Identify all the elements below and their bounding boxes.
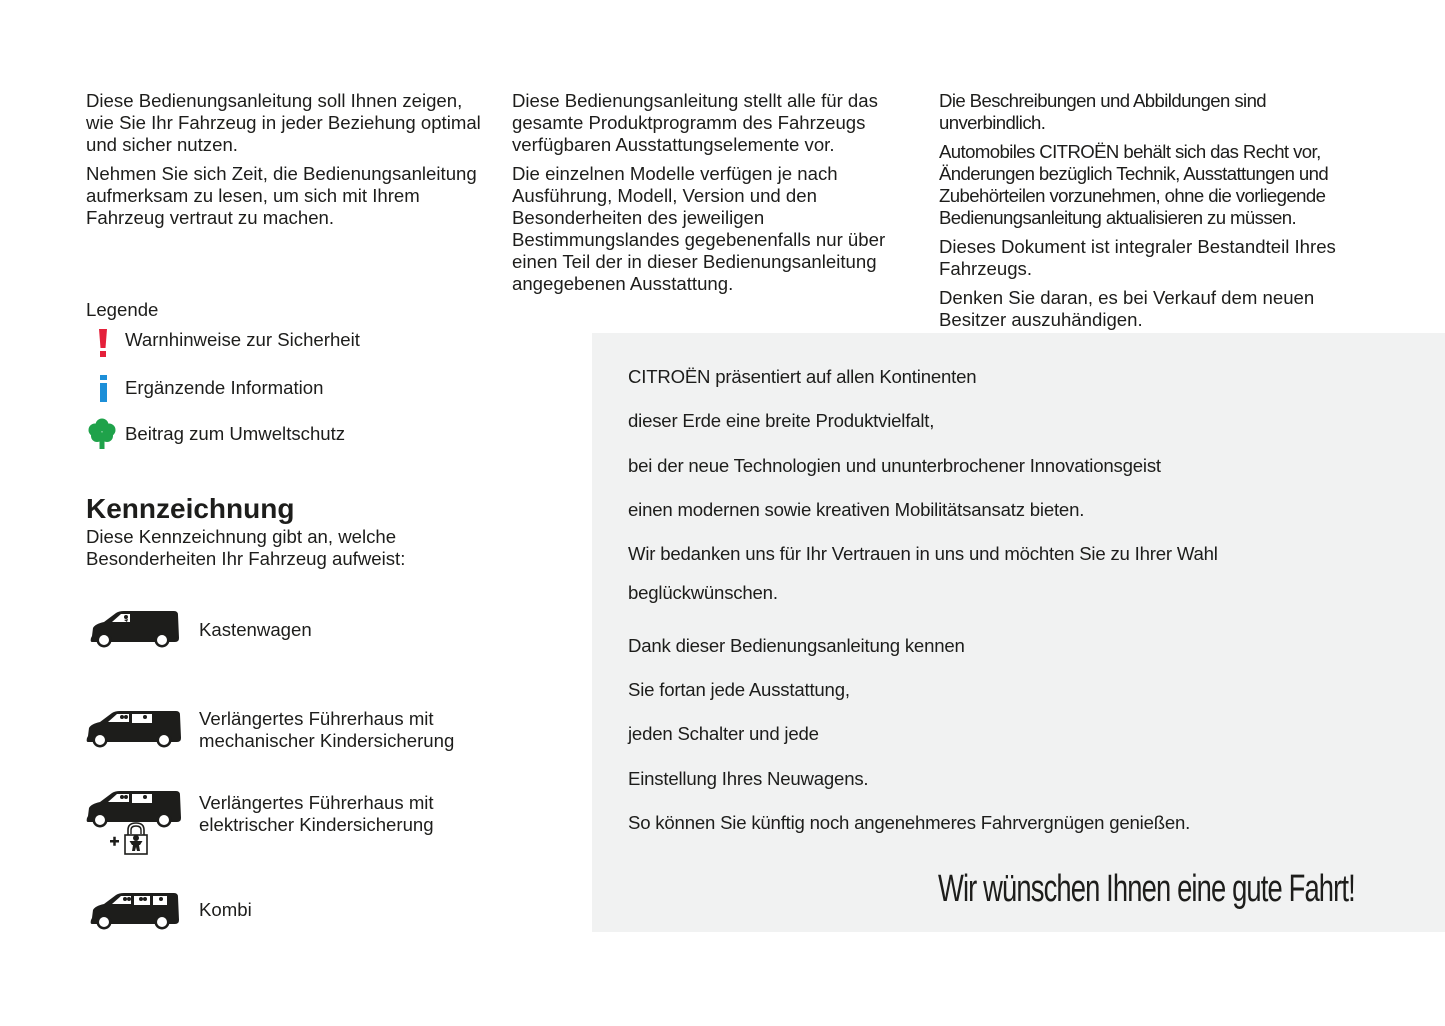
vehicle-label: Kombi [199, 899, 252, 920]
paragraph: Automobiles CITROËN behält sich das Recht vor, Änderungen bezüglich Technik, Ausstattungen und Zubehörteilen vorzunehmen, ohne die vorliegende Bedienungsanleitung aktualisieren zu müssen. [939, 141, 1329, 228]
intro-column-3 [939, 90, 1339, 338]
legend-item-environment [86, 415, 506, 461]
paragraph: Denken Sie daran, es bei Verkauf dem neuen Besitzer auszuhändigen. [939, 287, 1315, 330]
welcome-line: Wir bedanken uns für Ihr Vertrauen in uns und möchten Sie zu Ihrer Wahl [628, 543, 1218, 564]
vehicle-label-line: Verlängertes Führerhaus mit [199, 708, 434, 729]
intro-column-1 [86, 90, 486, 236]
paragraph: Nehmen Sie sich Zeit, die Bedienungsanleitung aufmerksam zu lesen, um sich mit Ihrem Fahrzeug vertraut zu machen. [86, 163, 477, 228]
vehicle-item-crew-cab-electric [86, 790, 506, 860]
welcome-line: bei der neue Technologien und ununterbrochener Innovationsgeist [628, 455, 1161, 476]
vehicle-item-combi [86, 892, 506, 942]
welcome-line: Sie fortan jede Ausstattung, [628, 679, 850, 700]
welcome-line: jeden Schalter und jede [628, 723, 819, 744]
paragraph: Die Beschreibungen und Abbildungen sind unverbindlich. [939, 90, 1267, 133]
vehicle-label-line: mechanischer Kindersicherung [199, 730, 455, 751]
legend-item-label: Warnhinweise zur Sicherheit [125, 329, 360, 350]
vehicle-label: Kastenwagen [199, 619, 312, 640]
welcome-line: CITROËN präsentiert auf allen Kontinenten [628, 366, 977, 387]
paragraph: Diese Bedienungsanleitung soll Ihnen zeigen, wie Sie Ihr Fahrzeug in jeder Beziehung optimal und sicher nutzen. [86, 90, 481, 155]
vehicle-label [199, 792, 434, 836]
crew-cab-van-icon [82, 710, 184, 757]
paragraph: Diese Bedienungsanleitung stellt alle für das gesamte Produktprogramm des Fahrzeugs verfügbaren Ausstattungselemente vor. [512, 90, 878, 155]
intro-column-2 [512, 90, 912, 302]
paragraph: Dieses Dokument ist integraler Bestandteil Ihres Fahrzeugs. [939, 236, 1336, 279]
welcome-panel [592, 333, 1445, 932]
vehicle-label [199, 708, 454, 752]
legend [86, 299, 506, 461]
combi-van-icon [86, 892, 182, 939]
section-intro: Diese Kennzeichnung gibt an, welche Besonderheiten Ihr Fahrzeug aufweist: [86, 526, 406, 569]
panel-van-icon [86, 610, 182, 657]
welcome-slogan: Wir wünschen Ihnen eine gute Fahrt! [938, 868, 1355, 910]
legend-item-label: Ergänzende Information [125, 377, 324, 398]
vehicle-label-line: elektrischer Kindersicherung [199, 814, 434, 835]
welcome-line: Einstellung Ihres Neuwagens. [628, 768, 869, 789]
welcome-line: einen modernen sowie kreativen Mobilitätsansatz bieten. [628, 499, 1085, 520]
vehicle-item-crew-cab-mechanical [86, 706, 506, 756]
crew-cab-van-electric-child-lock-icon [82, 790, 184, 863]
paragraph: Die einzelnen Modelle verfügen je nach Ausführung, Modell, Version und den Besonderheiten des jeweiligen Bestimmungslandes gegebenenfalls nur über einen Teil der in dieser Bedienungsanleitung angegebenen Ausstattung. [512, 163, 886, 294]
legend-item-info [86, 369, 506, 415]
section-heading: Kennzeichnung [86, 493, 295, 524]
identification-section [86, 492, 506, 570]
legend-title: Legende [86, 299, 159, 320]
warning-exclamation-icon [88, 326, 118, 360]
tree-icon [86, 417, 116, 451]
vehicle-label-line: Verlängertes Führerhaus mit [199, 792, 434, 813]
legend-item-warning [86, 321, 506, 369]
info-i-icon [88, 373, 118, 407]
welcome-line: Dank dieser Bedienungsanleitung kennen [628, 635, 965, 656]
welcome-line: dieser Erde eine breite Produktvielfalt, [628, 410, 935, 431]
welcome-line: So können Sie künftig noch angenehmeres Fahrvergnügen genießen. [628, 812, 1191, 833]
vehicle-item-panel-van [86, 610, 506, 660]
legend-item-label: Beitrag zum Umweltschutz [125, 423, 346, 444]
welcome-line: beglückwünschen. [628, 582, 778, 603]
